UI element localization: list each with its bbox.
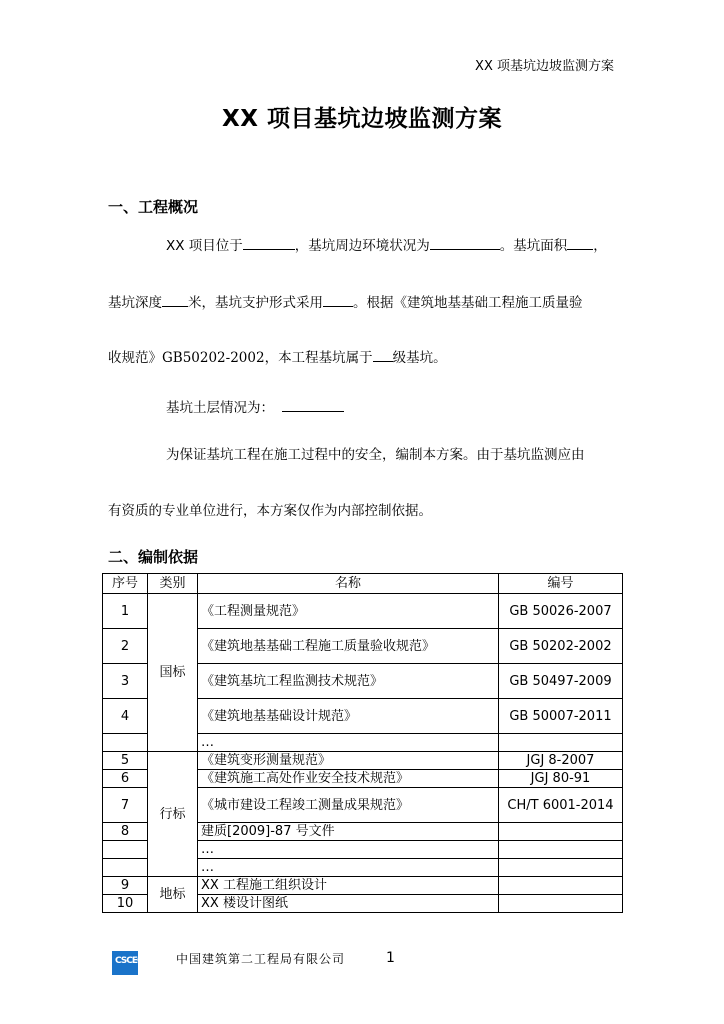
standard-name: 《工程测量规范》 <box>198 594 499 629</box>
standard-code <box>499 877 623 895</box>
row-number: 8 <box>103 823 148 841</box>
document-title: XX 项目基坑边坡监测方案 <box>222 106 502 132</box>
text-segment: 基坑深度 <box>108 295 162 311</box>
standard-code <box>499 823 623 841</box>
overview-paragraph-line1 <box>166 234 607 254</box>
standard-code: JGJ 8-2007 <box>499 752 623 770</box>
row-number: 1 <box>103 594 148 629</box>
standard-name: … <box>198 859 499 877</box>
column-header: 类别 <box>148 574 198 594</box>
row-number: 9 <box>103 877 148 895</box>
text-segment: 基坑土层情况为： <box>166 400 274 416</box>
text-segment: 。基坑面积 <box>499 238 568 254</box>
basis-table <box>102 573 623 913</box>
running-header: XX 项基坑边坡监测方案 <box>475 59 614 74</box>
standard-code <box>499 895 623 913</box>
row-number: 2 <box>103 629 148 664</box>
text-segment: 级基坑。 <box>392 350 447 366</box>
column-header: 序号 <box>103 574 148 594</box>
column-header: 编号 <box>499 574 623 594</box>
standard-name: 《建筑基坑工程监测技术规范》 <box>198 664 499 699</box>
text-segment: 米，基坑支护形式采用 <box>188 295 323 311</box>
section-heading-overview: 一、工程概况 <box>108 198 199 216</box>
fill-blank <box>323 294 353 307</box>
category-local: 地标 <box>148 877 198 913</box>
standard-name: XX 工程施工组织设计 <box>198 877 499 895</box>
row-number: 3 <box>103 664 148 699</box>
standard-name: 《城市建设工程竣工测量成果规范》 <box>198 788 499 823</box>
overview-soil-line <box>166 396 344 416</box>
standard-code: GB50202-2002 <box>162 350 265 366</box>
overview-paragraph-line2 <box>108 291 583 311</box>
text-segment: ， <box>593 238 607 254</box>
text-segment: XX 项目位于 <box>166 238 243 254</box>
fill-blank <box>162 294 188 307</box>
table-row <box>103 877 623 895</box>
overview-paragraph-line6: 有资质的专业单位进行，本方案仅作为内部控制依据。 <box>108 503 432 519</box>
category-industry: 行标 <box>148 752 198 877</box>
footer-company-name: 中国建筑第二工程局有限公司 <box>176 952 346 966</box>
text-segment: ，基坑周边环境状况为 <box>294 238 430 254</box>
fill-blank <box>243 237 295 250</box>
standard-name: XX 楼设计图纸 <box>198 895 499 913</box>
standard-code <box>499 841 623 859</box>
row-number: 7 <box>103 788 148 823</box>
row-number: 10 <box>103 895 148 913</box>
row-number: 5 <box>103 752 148 770</box>
text-segment: 。根据《建筑地基基础工程施工质量验 <box>353 295 583 311</box>
text-segment: 收规范》 <box>108 350 162 366</box>
standard-code: GB 50026-2007 <box>499 594 623 629</box>
standard-code <box>499 859 623 877</box>
row-number: 4 <box>103 699 148 734</box>
standard-name: … <box>198 841 499 859</box>
row-number: 6 <box>103 770 148 788</box>
standard-code: JGJ 80-91 <box>499 770 623 788</box>
standard-code <box>499 734 623 752</box>
standard-code: CH/T 6001-2014 <box>499 788 623 823</box>
standard-name: 《建筑地基基础设计规范》 <box>198 699 499 734</box>
standard-name: 《建筑施工高处作业安全技术规范》 <box>198 770 499 788</box>
company-logo-text: CSCEC <box>115 956 143 966</box>
standard-name: 《建筑变形测量规范》 <box>198 752 499 770</box>
table-row <box>103 594 623 629</box>
fill-blank <box>430 237 500 250</box>
overview-paragraph-line3 <box>108 346 447 366</box>
standard-code: GB 50007-2011 <box>499 699 623 734</box>
standard-name: 《建筑地基基础工程施工质量验收规范》 <box>198 629 499 664</box>
fill-blank <box>282 399 344 412</box>
standard-name: 建质[2009]-87 号文件 <box>198 823 499 841</box>
text-segment: ，本工程基坑属于 <box>264 350 373 366</box>
standard-code: GB 50202-2002 <box>499 629 623 664</box>
overview-paragraph-line5: 为保证基坑工程在施工过程中的安全，编制本方案。由于基坑监测应由 <box>166 447 585 463</box>
table-header-row <box>103 574 623 594</box>
fill-blank <box>373 349 393 362</box>
row-number <box>103 841 148 859</box>
standard-code: GB 50497-2009 <box>499 664 623 699</box>
category-national: 国标 <box>148 594 198 752</box>
section-heading-basis: 二、编制依据 <box>108 548 199 566</box>
row-number <box>103 859 148 877</box>
table-row <box>103 752 623 770</box>
row-number <box>103 734 148 752</box>
standard-name: … <box>198 734 499 752</box>
fill-blank <box>567 237 593 250</box>
page-number: 1 <box>386 950 395 966</box>
company-logo <box>112 951 143 975</box>
column-header: 名称 <box>198 574 499 594</box>
